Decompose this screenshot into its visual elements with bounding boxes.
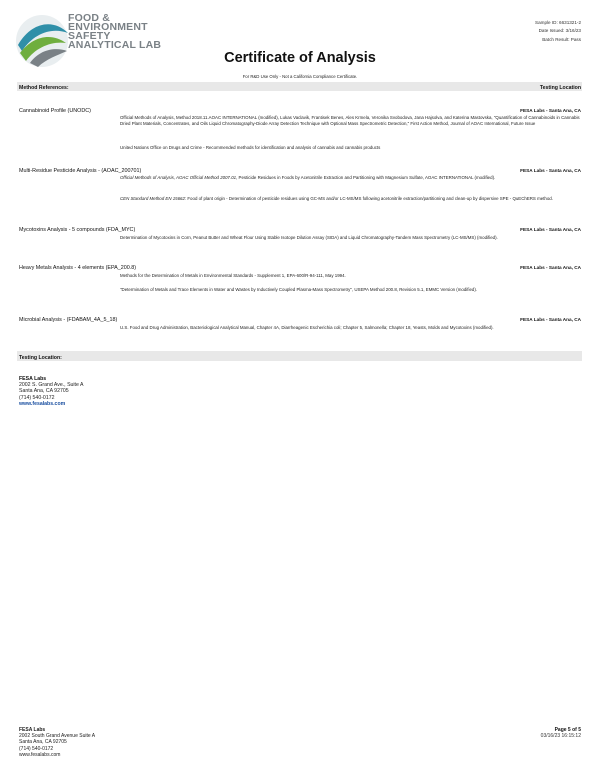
- logo-text: [68, 14, 161, 50]
- method-reference: United Nations Office on Drugs and Crime - Recommended methods for identification and analysis of cannabis and cannabis products: [120, 145, 381, 150]
- footer-city: Santa Ana, CA 92705: [19, 739, 67, 746]
- section-location: FESA Labs - Santa Ana, CA: [520, 168, 581, 173]
- method-reference: U.S. Food and Drug Administration, Bacteriological Analytical Manual, Chapter 4A, Diarrheagenic Escherichia coli; Chapter 5, Salmonella; Chapter 18, Yeasts, Molds and Mycotoxins (modified).: [120, 325, 494, 330]
- page-title: Certificate of Analysis: [224, 50, 376, 66]
- lab-website-link[interactable]: www.fesalabs.com: [19, 400, 66, 407]
- method-reference: [120, 196, 582, 202]
- section-location: FESA Labs - Santa Ana, CA: [520, 265, 581, 270]
- footer-address: [19, 727, 95, 758]
- method-reference: Methods for the Determination of Metals in Environmental Standards - Supplement 1, EPA-600/R-94-111, May 1994.: [120, 273, 346, 278]
- footer-street: 2002 South Grand Avenue Suite A: [19, 733, 96, 740]
- section-title: Heavy Metals Analysis - 4 elements (EPA_200.8): [19, 265, 137, 271]
- method-header-bar: [17, 82, 582, 91]
- testing-location-heading: Testing Location:: [19, 355, 62, 361]
- section-location: FESA Labs - Santa Ana, CA: [520, 108, 581, 113]
- logo-line: SAFETY: [68, 29, 111, 42]
- footer-page-info: [541, 727, 581, 740]
- sample-meta: [535, 19, 581, 44]
- rnd-note: For R&D Use Only - Not a California Compliance Certificate.: [242, 74, 358, 79]
- logo-line: FOOD &: [68, 12, 111, 24]
- page-number: Page 5 of 5: [554, 727, 581, 733]
- method-reference: "Determination of Metals and Trace Elements in Water and Wastes by Inductively Coupled Plasma-Mass Spectrometry", USEPA Method 200.8, Revision 5.1, EMMC Version (modified).: [120, 287, 478, 292]
- reference-text: Food of plant origin - Determination of pesticide residues using GC-MS and/or LC-MS/MS following acetonitrile extraction/partitioning and clean-up by dispersive SPE - QuEChERS method.: [186, 196, 553, 201]
- reference-text: Pesticide Residues in Foods by Acetonitrile Extraction and Partitioning with Magnesium Sulfate, AOAC INTERNATIONAL (modified).: [237, 175, 496, 180]
- section-title: Microbial Analysis - (FDABAM_4A_5_18): [19, 317, 118, 323]
- section-title: Cannabinoid Profile (UNODC): [19, 108, 91, 114]
- method-reference: Official Methods of Analysis, Method 2018.11.AOAC INTERNATIONAL (modified), Lukas Vaclavik, Frantisek Benes, Ales Krmela, Veronika Svobodova, Jana Hajsolva, and Katerina Mastovska, "Quantification of Cannabinoids in Cannabis Dried Plant Materials, Concentrates, and Oils Liquid Chromatography-Diode Array Detection Technique with Optional Mass Spectrometric Detection," First Action Method, Journal of AOAC International, Future Issue: [120, 115, 580, 126]
- section-location: FESA Labs - Santa Ana, CA: [520, 227, 581, 232]
- footer-phone: (714) 540-0172: [19, 745, 54, 752]
- batch-result: Batch Result: Pass: [542, 36, 581, 42]
- lab-city: Santa Ana, CA 92705: [19, 388, 69, 395]
- date-issued: Date Issued: 3/16/23: [538, 28, 581, 34]
- section-title: Multi-Residue Pesticide Analysis - (AOAC_200701): [19, 168, 142, 174]
- section-title: Mycotoxins Analysis - 5 compounds (FDA_MYC): [19, 227, 136, 233]
- reference-citation: CEN Standard Method EN 15662:: [120, 196, 187, 201]
- section-location: FESA Labs - Santa Ana, CA: [520, 317, 581, 322]
- testing-location-address: [19, 376, 84, 407]
- footer-website[interactable]: www.fesalabs.com: [19, 751, 61, 758]
- print-timestamp: 03/16/23 16:15:12: [540, 733, 581, 740]
- sample-id: Sample ID: 6631321-2: [535, 20, 581, 25]
- reference-citation: Official Methods of Analysis, AOAC Official Method 2007.01,: [120, 175, 238, 180]
- method-reference: Determination of Mycotoxins in Corn, Peanut Butter and Wheat Flour Using Stable Isotope Dilution Assay (SIDA) and Liquid Chromatography-Tandem Mass Spectrometry (LC-MS/MS) (modified).: [120, 235, 498, 240]
- method-reference: [120, 175, 582, 181]
- testing-location-label: Testing Location: [539, 85, 581, 91]
- logo-line: ANALYTICAL LAB: [68, 38, 162, 51]
- testing-location-bar: [17, 351, 582, 361]
- logo-line: ENVIRONMENT: [68, 20, 148, 33]
- lab-street: 2002 S. Grand Ave., Suite A: [19, 382, 84, 389]
- lab-phone: (714) 540-0172: [19, 394, 55, 401]
- method-references-label: Method References:: [19, 85, 69, 91]
- lab-name: FESA Labs: [19, 376, 47, 382]
- footer-lab-name: FESA Labs: [19, 727, 46, 733]
